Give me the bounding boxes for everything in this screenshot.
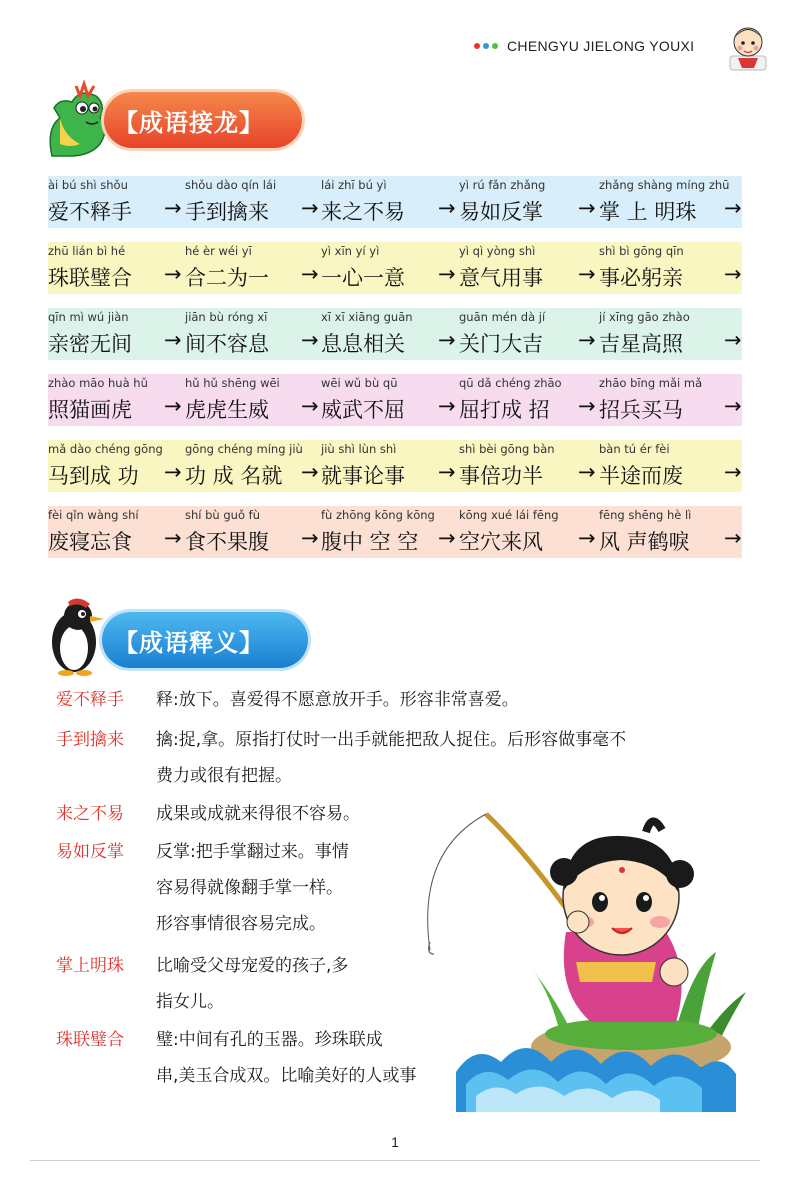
idiom-hanzi: 半途而废	[599, 464, 683, 488]
idiom-hanzi: 就事论事	[321, 464, 405, 488]
idiom-hanzi: 手到擒来	[185, 200, 269, 224]
idiom-hanzi: 马到成 功	[48, 464, 139, 488]
definition-text: 指女儿。	[156, 992, 224, 1012]
definition-term: 易如反掌	[56, 842, 124, 862]
definition-term: 珠联璧合	[56, 1030, 124, 1050]
idiom-pinyin: yì xīn yí yì	[321, 244, 380, 258]
chain-arrow-icon: →	[301, 526, 319, 550]
idiom-hanzi: 间不容息	[185, 332, 269, 356]
chain-arrow-icon: →	[164, 262, 182, 286]
chain-arrow-icon: →	[164, 526, 182, 550]
idiom-pinyin: fù zhōng kōng kōng	[321, 508, 435, 522]
idiom-pinyin: qīn mì wú jiàn	[48, 310, 129, 324]
header-bar	[474, 34, 694, 58]
chain-arrow-icon: →	[301, 460, 319, 484]
chain-arrow-icon: →	[724, 328, 742, 352]
chain-arrow-icon: →	[724, 262, 742, 286]
idiom-hanzi: 息息相关	[321, 332, 405, 356]
idiom-hanzi: 食不果腹	[185, 530, 269, 554]
header-dot-green	[492, 43, 498, 49]
chain-arrow-icon: →	[724, 460, 742, 484]
idiom-pinyin: jiān bù róng xī	[185, 310, 268, 324]
idiom-hanzi: 招兵买马	[599, 398, 683, 422]
idiom-hanzi: 易如反掌	[459, 200, 543, 224]
chain-arrow-icon: →	[438, 196, 456, 220]
definition-term: 掌上明珠	[56, 956, 124, 976]
section-meaning-banner	[102, 612, 308, 668]
idiom-pinyin: yì qì yòng shì	[459, 244, 536, 258]
idiom-pinyin: zhǎng shàng míng zhū	[599, 178, 730, 192]
chain-arrow-icon: →	[164, 328, 182, 352]
definition-text: 反掌:把手掌翻过来。事情	[156, 842, 349, 862]
idiom-pinyin: xī xī xiāng guān	[321, 310, 413, 324]
idiom-chain-row	[48, 308, 742, 360]
chain-arrow-icon: →	[578, 526, 596, 550]
idiom-pinyin: kōng xué lái fēng	[459, 508, 559, 522]
idiom-pinyin: shí bù guǒ fù	[185, 508, 260, 522]
chain-arrow-icon: →	[438, 460, 456, 484]
idiom-pinyin: wēi wǔ bù qū	[321, 376, 398, 390]
definition-term: 爱不释手	[56, 690, 124, 710]
chain-arrow-icon: →	[578, 262, 596, 286]
idiom-pinyin: shì bèi gōng bàn	[459, 442, 555, 456]
idiom-pinyin: zhào māo huà hǔ	[48, 376, 148, 390]
chain-arrow-icon: →	[164, 460, 182, 484]
chain-arrow-icon: →	[301, 262, 319, 286]
section-meaning-title: 【成语释义】	[114, 628, 264, 657]
idiom-hanzi: 意气用事	[459, 266, 543, 290]
idiom-hanzi: 事倍功半	[459, 464, 543, 488]
chain-arrow-icon: →	[301, 328, 319, 352]
idiom-pinyin: yì rú fǎn zhǎng	[459, 178, 546, 192]
idiom-hanzi: 虎虎生威	[185, 398, 269, 422]
header-dot-blue	[483, 43, 489, 49]
header-title: CHENGYU JIELONG YOUXI	[507, 38, 695, 54]
idiom-hanzi: 屈打成 招	[459, 398, 550, 422]
idiom-hanzi: 珠联璧合	[48, 266, 132, 290]
definition-text: 形容事情很容易完成。	[156, 914, 326, 934]
definition-text: 串,美玉合成双。比喻美好的人或事	[156, 1066, 417, 1086]
idiom-pinyin: hé èr wéi yī	[185, 244, 252, 258]
idiom-hanzi: 合二为一	[185, 266, 269, 290]
chain-arrow-icon: →	[578, 394, 596, 418]
idiom-pinyin: gōng chéng míng jiù	[185, 442, 303, 456]
chain-arrow-icon: →	[438, 394, 456, 418]
idiom-hanzi: 掌 上 明珠	[599, 200, 697, 224]
chain-arrow-icon: →	[301, 394, 319, 418]
chain-arrow-icon: →	[164, 394, 182, 418]
chain-arrow-icon: →	[724, 196, 742, 220]
idiom-hanzi: 废寝忘食	[48, 530, 132, 554]
page-number: 1	[391, 1134, 399, 1150]
idiom-pinyin: jí xīng gāo zhào	[599, 310, 690, 324]
definition-text: 释:放下。喜爱得不愿意放开手。形容非常喜爱。	[156, 690, 519, 710]
idiom-hanzi: 关门大吉	[459, 332, 543, 356]
idiom-chain-row	[48, 506, 742, 558]
idiom-hanzi: 事必躬亲	[599, 266, 683, 290]
idiom-pinyin: zhāo bīng mǎi mǎ	[599, 376, 703, 390]
idiom-hanzi: 空穴来风	[459, 530, 543, 554]
chain-arrow-icon: →	[724, 394, 742, 418]
idiom-hanzi: 一心一意	[321, 266, 405, 290]
section-chain-banner	[104, 92, 302, 148]
definition-text: 容易得就像翻手掌一样。	[156, 878, 343, 898]
idiom-hanzi: 来之不易	[321, 200, 405, 224]
chain-arrow-icon: →	[164, 196, 182, 220]
idiom-chain-row	[48, 374, 742, 426]
definition-text: 比喻受父母宠爱的孩子,多	[156, 956, 349, 976]
idiom-pinyin: qū dǎ chéng zhāo	[459, 376, 562, 390]
definition-text: 璧:中间有孔的玉器。珍珠联成	[156, 1030, 383, 1050]
idiom-pinyin: jiù shì lùn shì	[321, 442, 397, 456]
definition-term: 手到擒来	[56, 730, 124, 750]
chain-arrow-icon: →	[578, 328, 596, 352]
idiom-pinyin: guān mén dà jí	[459, 310, 546, 324]
chain-arrow-icon: →	[438, 262, 456, 286]
footer-divider	[30, 1160, 760, 1161]
section-chain-title: 【成语接龙】	[114, 108, 264, 137]
idiom-pinyin: shǒu dào qín lái	[185, 178, 277, 192]
chain-arrow-icon: →	[438, 526, 456, 550]
idiom-chain-row	[48, 176, 742, 228]
idiom-hanzi: 威武不屈	[321, 398, 405, 422]
chain-arrow-icon: →	[724, 526, 742, 550]
chain-arrow-icon: →	[578, 196, 596, 220]
idiom-chain-row	[48, 440, 742, 492]
idiom-pinyin: bàn tú ér fèi	[599, 442, 670, 456]
idiom-hanzi: 爱不释手	[48, 200, 132, 224]
idiom-pinyin: lái zhī bú yì	[321, 178, 387, 192]
idiom-pinyin: fèi qǐn wàng shí	[48, 508, 139, 522]
idiom-hanzi: 腹中 空 空	[321, 530, 419, 554]
idiom-hanzi: 吉星高照	[599, 332, 683, 356]
idiom-pinyin: fēng shēng hè lì	[599, 508, 692, 522]
definition-text: 费力或很有把握。	[156, 766, 292, 786]
child-fishing-illustration	[416, 812, 756, 1116]
definition-term: 来之不易	[56, 804, 124, 824]
chain-arrow-icon: →	[301, 196, 319, 220]
idiom-hanzi: 功 成 名就	[185, 464, 283, 488]
idiom-pinyin: ài bú shì shǒu	[48, 178, 128, 192]
header-dot-red	[474, 43, 480, 49]
idiom-pinyin: zhū lián bì hé	[48, 244, 126, 258]
idiom-hanzi: 风 声鹤唳	[599, 530, 690, 554]
idiom-chain-row	[48, 242, 742, 294]
idiom-pinyin: mǎ dào chéng gōng	[48, 442, 163, 456]
chain-arrow-icon: →	[578, 460, 596, 484]
idiom-hanzi: 照猫画虎	[48, 398, 132, 422]
definition-text: 擒:捉,拿。原指打仗时一出手就能把敌人捉住。后形容做事毫不	[156, 730, 627, 750]
idiom-hanzi: 亲密无间	[48, 332, 132, 356]
header-mascot-icon	[724, 18, 772, 78]
chain-arrow-icon: →	[438, 328, 456, 352]
idiom-pinyin: shì bì gōng qīn	[599, 244, 684, 258]
idiom-pinyin: hǔ hǔ shēng wēi	[185, 376, 280, 390]
definition-text: 成果或成就来得很不容易。	[156, 804, 360, 824]
